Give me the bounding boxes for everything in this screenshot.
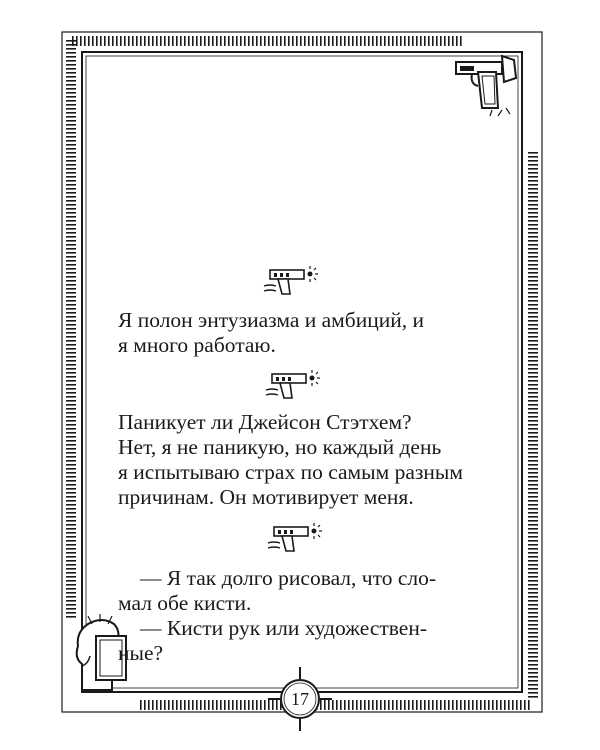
text-line: Нет, я не паникую, но каждый день [118,435,442,459]
text-line: я испытываю страх по самым разным [118,460,463,484]
pistol-icon [260,262,324,298]
text-line: Паникует ли Джейсон Стэтхем? [118,410,412,434]
pistol-icon [264,519,328,555]
page-number: 17 [291,688,309,709]
paragraph-dialogue [118,566,483,666]
paragraph-panic [118,410,483,510]
pistol-icon [262,366,326,402]
text-line: — Кисти рук или художествен- [140,616,427,640]
frame-band-top [72,36,462,46]
text-line: я много работаю. [118,333,276,357]
text-line: Я полон энтузиазма и амбиций, и [118,308,424,332]
pistol-silhouette-icon [452,48,522,118]
frame-band-left [66,40,76,620]
text-line: мал обе кисти. [118,591,252,615]
text-line: причинам. Он мотивирует меня. [118,485,414,509]
text-line: — Я так долго рисовал, что сло- [140,566,437,590]
text-line: ные? [118,641,164,665]
paragraph-ambition [118,308,483,358]
frame-band-right [528,150,538,700]
